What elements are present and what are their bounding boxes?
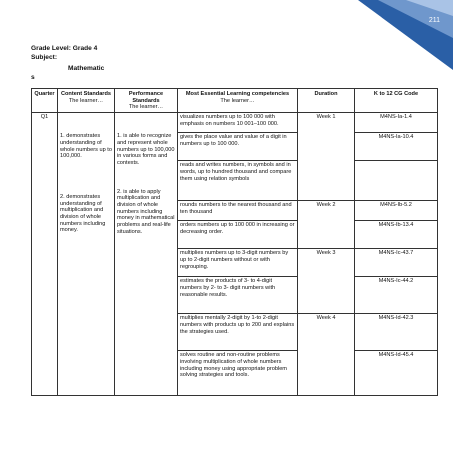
code-cell: M4NS-Ic-43.7 bbox=[355, 249, 438, 277]
table-row bbox=[32, 113, 438, 133]
header-quarter: Quarter bbox=[32, 89, 58, 113]
competency-cell: gives the place value and value of a digit in numbers up to 100 000. bbox=[178, 133, 298, 161]
competency-cell: reads and writes numbers, in symbols and in words, up to hundred thousand and compare them using relation symbols bbox=[178, 161, 298, 201]
content-standards-cell bbox=[58, 113, 115, 396]
competency-cell: solves routine and non-routine problems involving multiplication of whole numbers including money using appropriate problem solving strategies and tools. bbox=[178, 351, 298, 396]
code-cell: M4NS-Ia-10.4 bbox=[355, 133, 438, 161]
performance-standard-1: 1. is able to recognize and represent whole numbers up to 100,000 in various forms and contexts. bbox=[117, 133, 175, 166]
subject-value-tail: s bbox=[31, 73, 35, 81]
code-cell: M4NS-Id-42.3 bbox=[355, 314, 438, 351]
curriculum-table bbox=[31, 88, 438, 396]
duration-cell: Week 3 bbox=[298, 249, 355, 314]
code-cell: M4NS-Id-45.4 bbox=[355, 351, 438, 396]
header-content-standards: Content Standards The learner… bbox=[58, 89, 115, 113]
performance-standard-2: 2. is able to apply multiplication and division of whole numbers including money in mathematical problems and real-life situations. bbox=[117, 188, 175, 235]
grade-level-label: Grade Level: bbox=[31, 45, 71, 52]
competency-cell: multiplies mentally 2-digit by 1-to 2-digit numbers with products up to 200 and explains the strategies used. bbox=[178, 314, 298, 351]
duration-cell: Week 4 bbox=[298, 314, 355, 396]
subject-label: Subject: bbox=[31, 53, 58, 61]
grade-level-value: Grade 4 bbox=[72, 45, 98, 52]
competency-cell: rounds numbers to the nearest thousand and ten thousand bbox=[178, 201, 298, 221]
competency-cell: multiplies numbers up to 3-digit numbers by up to 2-digit numbers without or with regrouping. bbox=[178, 249, 298, 277]
document-header bbox=[31, 45, 104, 82]
header-duration: Duration bbox=[298, 89, 355, 113]
header-performance-standards: Performance Standards The learner… bbox=[115, 89, 178, 113]
content-standard-1: 1. demonstrates understanding of whole numbers up to 100,000. bbox=[60, 133, 112, 160]
content-standard-2: 2. demonstrates understanding of multiplication and division of whole numbers including money. bbox=[60, 193, 106, 234]
code-cell: M4NS-Ia-1.4 bbox=[355, 113, 438, 133]
code-cell: M4NS-Ib-13.4 bbox=[355, 221, 438, 249]
code-cell: M4NS-Ic-44.2 bbox=[355, 277, 438, 314]
corner-decoration bbox=[358, 0, 453, 70]
subject-value: Mathematic bbox=[68, 65, 105, 73]
quarter-cell: Q1 bbox=[32, 113, 58, 396]
competency-cell: estimates the products of 3- to 4-digit numbers by 2- to 3- digit numbers with reasonable results. bbox=[178, 277, 298, 314]
page-number: 211 bbox=[428, 17, 440, 24]
duration-cell: Week 1 bbox=[298, 113, 355, 201]
competency-cell: orders numbers up to 100 000 in increasing or decreasing order. bbox=[178, 221, 298, 249]
duration-cell: Week 2 bbox=[298, 201, 355, 249]
grade-level-line bbox=[31, 45, 104, 54]
code-cell bbox=[355, 161, 438, 201]
header-code: K to 12 CG Code bbox=[355, 89, 438, 113]
header-competencies: Most Essential Learning competencies The learner… bbox=[178, 89, 298, 113]
performance-standards-cell bbox=[115, 113, 178, 396]
table-header-row bbox=[32, 89, 438, 113]
competency-cell: visualizes numbers up to 100 000 with emphasis on numbers 10 001–100 000. bbox=[178, 113, 298, 133]
code-cell: M4NS-Ib-5.2 bbox=[355, 201, 438, 221]
